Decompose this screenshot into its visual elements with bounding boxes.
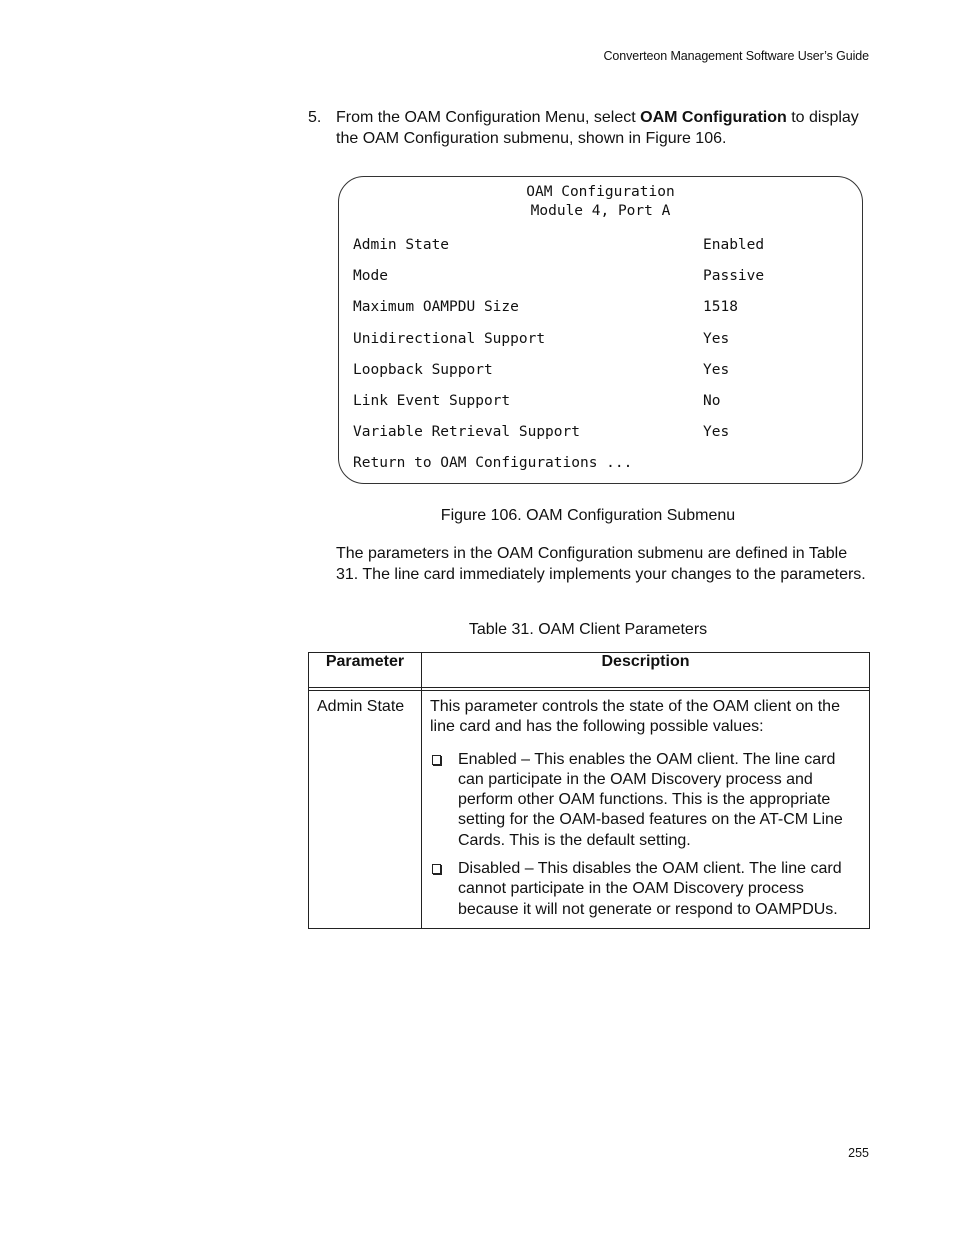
step-5 [308, 107, 868, 149]
parameters-table [308, 652, 870, 929]
menu-item-value: Yes [703, 361, 730, 378]
column-header-description: Description [422, 653, 870, 688]
figure-caption: Figure 106. OAM Configuration Submenu [440, 507, 736, 524]
checkbox-bullet-icon [432, 864, 441, 874]
screen-title [339, 183, 862, 221]
table-header-row [309, 653, 870, 688]
step-text [336, 107, 868, 149]
bullet-item [430, 750, 861, 851]
bullet-item [430, 859, 861, 920]
menu-item-value: Yes [703, 424, 730, 441]
table-caption: Table 31. OAM Client Parameters [468, 621, 708, 638]
menu-item-unidirectional-support[interactable] [353, 329, 848, 360]
menu-item-label: Mode [353, 268, 388, 285]
description-intro: This parameter controls the state of the OAM client on the line card and has the following possible values: [430, 698, 840, 736]
column-header-parameter: Parameter [309, 653, 422, 688]
menu-item-link-event-support[interactable] [353, 391, 848, 422]
parameter-cell: Admin State [309, 691, 422, 929]
running-header: Converteon Management Software User’s Guide [603, 49, 869, 63]
menu-list [353, 235, 848, 485]
step-text-after: to display the OAM Configuration submenu, shown in Figure 106. [336, 109, 859, 147]
terminal-screen [338, 176, 863, 484]
step-number: 5. [308, 109, 322, 126]
table-row [309, 691, 870, 929]
menu-item-variable-retrieval-support[interactable] [353, 422, 848, 453]
menu-item-value: Passive [703, 268, 765, 285]
bullet-text: Disabled – This disables the OAM client. The line card cannot participate in the OAM Discovery process because it will not generate or respond to OAMPDUs. [458, 860, 842, 918]
menu-item-value: No [703, 392, 721, 409]
screen-title-line2: Module 4, Port A [530, 203, 671, 219]
description-cell [422, 691, 870, 929]
menu-item-max-oampdu-size[interactable] [353, 297, 848, 328]
menu-item-label: Variable Retrieval Support [353, 424, 580, 441]
menu-item-label: Admin State [353, 237, 450, 253]
page-number: 255 [848, 1146, 869, 1160]
menu-item-label: Maximum OAMPDU Size [353, 299, 519, 316]
checkbox-bullet-icon [432, 755, 441, 765]
menu-item-label: Unidirectional Support [353, 330, 546, 347]
screen-title-line1: OAM Configuration [526, 184, 675, 200]
menu-item-label: Link Event Support [353, 392, 511, 409]
menu-item-return[interactable] [353, 453, 848, 484]
menu-item-label: Loopback Support [353, 361, 493, 378]
menu-item-admin-state[interactable] [353, 235, 848, 266]
menu-item-mode[interactable] [353, 266, 848, 297]
body-paragraph: The parameters in the OAM Configuration submenu are defined in Table 31. The line card immediately implements your changes to the parameters. [336, 545, 866, 583]
menu-item-label: Return to OAM Configurations ... [353, 455, 633, 472]
menu-item-loopback-support[interactable] [353, 360, 848, 391]
bullet-text: Enabled – This enables the OAM client. The line card can participate in the OAM Discovery process and perform other OAM functions. This is the appropriate setting for the OAM-based features on the AT-CM Line Cards. This is the default setting. [458, 750, 843, 849]
menu-item-value: Enabled [703, 237, 765, 253]
menu-item-value: 1518 [703, 299, 738, 316]
step-text-bold: OAM Configuration [640, 109, 787, 126]
menu-item-value: Yes [703, 330, 730, 347]
step-text-before: From the OAM Configuration Menu, select [336, 109, 641, 126]
